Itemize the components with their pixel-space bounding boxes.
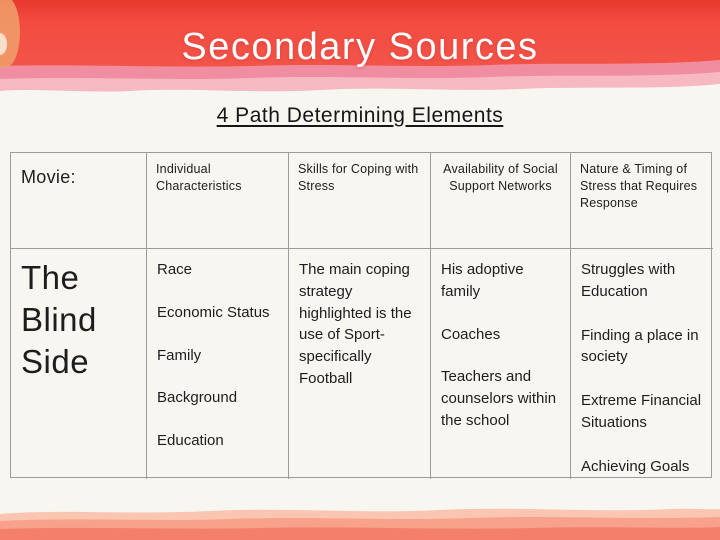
list-item: Race xyxy=(157,261,193,278)
list-item: Teachers and counselors within the school xyxy=(441,368,557,429)
individual-characteristics-cell xyxy=(147,249,289,479)
header-cell-stress-nature: Nature & Timing of Stress that Requires Response xyxy=(571,153,713,249)
slide-title: Secondary Sources xyxy=(181,26,539,68)
path-elements-table xyxy=(10,152,712,478)
list-item: Coaches xyxy=(441,325,501,343)
support-networks-cell xyxy=(431,249,571,479)
list-item: Background xyxy=(157,389,238,407)
list-item: Finding a place in society xyxy=(581,326,699,366)
header-cell-coping-skills: Skills for Coping with Stress xyxy=(289,153,431,249)
header-cell-movie: Movie: xyxy=(11,153,147,249)
list-item: Economic Status xyxy=(157,303,270,321)
list-item: Education xyxy=(157,432,224,449)
stress-nature-cell xyxy=(571,249,713,479)
coping-skills-cell xyxy=(289,249,431,479)
list-item: Extreme Financial Situations xyxy=(581,392,702,431)
coping-skills-text: The main coping strategy highlighted is the use of Sport- specifically Football xyxy=(299,261,412,387)
header-cell-support-networks: Availability of Social Support Networks xyxy=(431,153,571,249)
header-cell-individual-characteristics: Individual Characteristics xyxy=(147,153,289,249)
list-item: Achieving Goals xyxy=(581,457,690,475)
list-item: Family xyxy=(157,346,202,364)
movie-title-cell: The Blind Side xyxy=(11,249,147,479)
list-item: Struggles with Education xyxy=(581,261,676,300)
list-item: His adoptive family xyxy=(441,261,524,300)
slide-subtitle: 4 Path Determining Elements xyxy=(216,104,504,127)
watercolor-bottom-band xyxy=(0,488,720,540)
